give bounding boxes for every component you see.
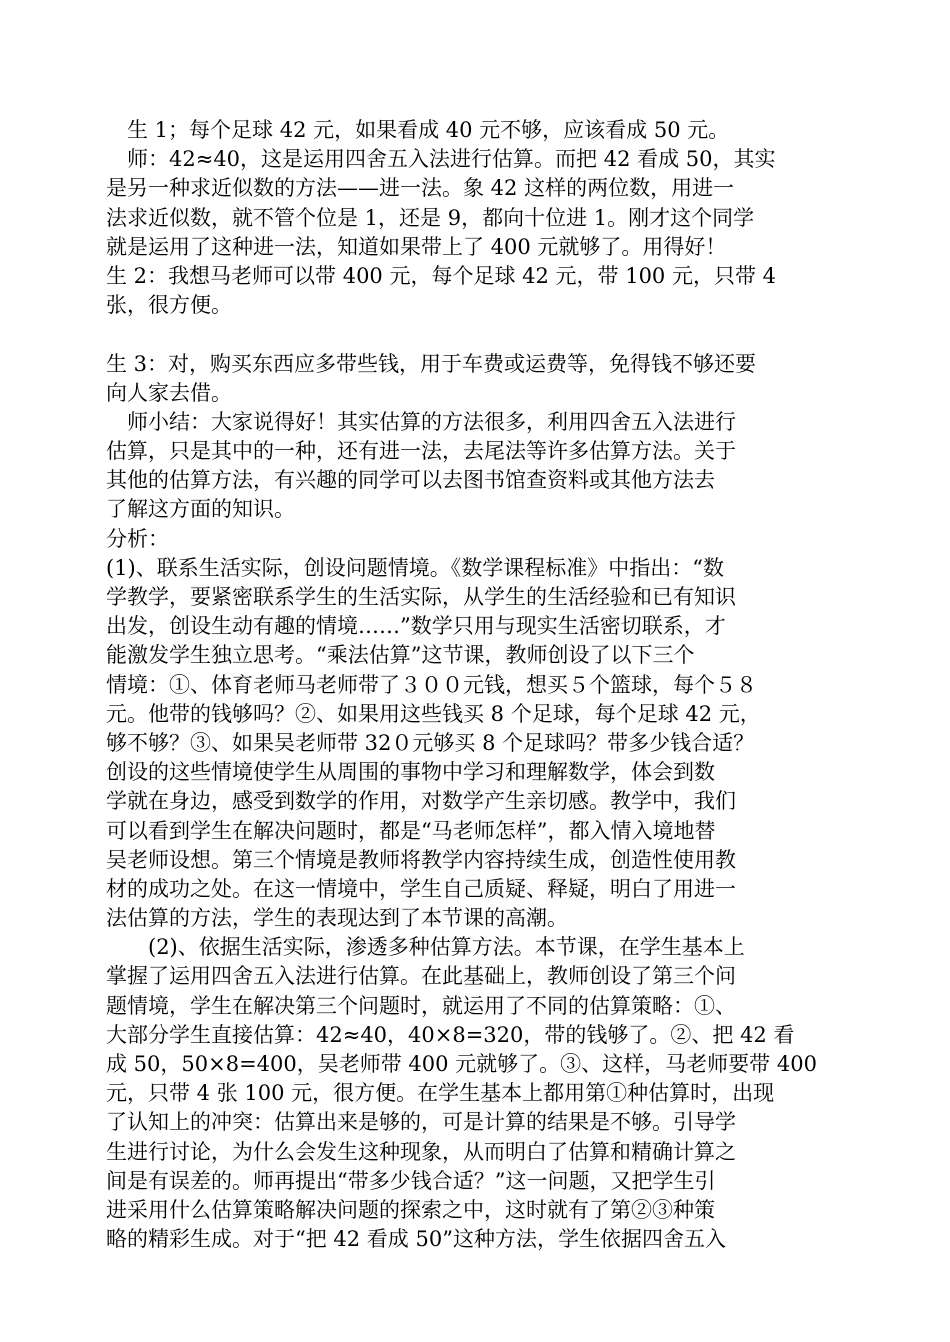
paragraph — [106, 525, 848, 554]
text-line: 创设的这些情境使学生从周围的事物中学习和理解数学，体会到数 — [106, 760, 715, 785]
text-line: 元。他带的钱够吗？②、如果用这些钱买 8 个足球，每个足球 42 元， — [106, 701, 761, 726]
text-line: 分析： — [106, 526, 169, 551]
text-line: 法估算的方法，学生的表现达到了本节课的高潮。 — [106, 906, 568, 931]
text-line: 学就在身边，感受到数学的作用，对数学产生亲切感。教学中，我们 — [106, 789, 736, 814]
text-line: 元，只带 4 张 100 元，很方便。在学生基本上都用第①种估算时，出现 — [106, 1081, 775, 1106]
text-line: 估算，只是其中的一种，还有进一法，去尾法等许多估算方法。关于 — [106, 439, 736, 464]
paragraph — [106, 933, 848, 1254]
paragraph — [106, 116, 848, 145]
text-line: 师小结：大家说得好！其实估算的方法很多，利用四舍五入法进行 — [106, 409, 736, 434]
text-line: 大部分学生直接估算：42≈40，40×8=320，带的钱够了。②、把 42 看 — [106, 1022, 795, 1047]
text-line: 就是运用了这种进一法，知道如果带上了 400 元就够了。用得好！ — [106, 234, 727, 259]
text-line: 了认知上的冲突：估算出来是够的，可是计算的结果是不够。引导学 — [106, 1110, 736, 1135]
paragraph — [106, 145, 848, 262]
text-line: 能激发学生独立思考。“乘法估算”这节课，教师创设了以下三个 — [106, 643, 695, 668]
paragraph — [106, 262, 848, 320]
paragraph — [106, 554, 848, 933]
blank-line — [106, 320, 848, 349]
text-line: 出发，创设生动有趣的情境……”数学只用与现实生活密切联系，才 — [106, 614, 726, 639]
paragraph — [106, 408, 848, 525]
text-line: 其他的估算方法，有兴趣的同学可以去图书馆查资料或其他方法去 — [106, 468, 715, 493]
text-line: 可以看到学生在解决问题时，都是“马老师怎样”，都入情入境地替 — [106, 818, 716, 843]
text-line: (2)、依据生活实际，渗透多种估算方法。本节课，在学生基本上 — [106, 935, 745, 960]
text-line: 略的精彩生成。对于“把 42 看成 50”这种方法，学生依据四舍五入 — [106, 1227, 726, 1252]
text-line: 学教学，要紧密联系学生的生活实际，从学生的生活经验和已有知识 — [106, 585, 736, 609]
text-line: 吴老师设想。第三个情境是教师将教学内容持续生成，创造性使用教 — [106, 847, 736, 872]
text-line: 题情境，学生在解决第三个问题时，就运用了不同的估算策略：①、 — [106, 993, 736, 1018]
text-line: 法求近似数，就不管个位是 1，还是 9，都向十位进 1。刚才这个同学 — [106, 205, 755, 230]
text-line: 进采用什么估算策略解决问题的探索之中，这时就有了第②③种策 — [106, 1197, 715, 1222]
text-line: 成 50，50×8=400，吴老师带 400 元就够了。③、这样，马老师要带 400 — [106, 1052, 817, 1076]
text-line: 够不够？③、如果吴老师带 32０元够买 8 个足球吗？带多少钱合适？ — [106, 730, 755, 755]
document-body — [106, 116, 848, 1254]
text-line: (1)、联系生活实际，创设问题情境。《数学课程标准》中指出：“数 — [106, 555, 724, 580]
text-line: 张，很方便。 — [106, 293, 232, 318]
text-line: 生进行讨论，为什么会发生这种现象，从而明白了估算和精确计算之 — [106, 1139, 736, 1164]
text-line: 生 2：我想马老师可以带 400 元，每个足球 42 元，带 100 元，只带 4 — [106, 263, 777, 288]
text-line: 了解这方面的知识。 — [106, 497, 295, 522]
text-line: 生 1；每个足球 42 元，如果看成 40 元不够，应该看成 50 元。 — [106, 118, 730, 142]
text-line: 是另一种求近似数的方法——进一法。象 42 这样的两位数，用进一 — [106, 176, 735, 201]
text-line: 情境：①、体育老师马老师带了３００元钱，想买５个篮球，每个５８ — [106, 672, 757, 697]
text-line: 材的成功之处。在这一情境中，学生自己质疑、释疑，明白了用进一 — [106, 876, 736, 901]
text-line: 生 3：对，购买东西应多带些钱，用于车费或运费等，免得钱不够还要 — [106, 351, 757, 376]
text-line: 向人家去借。 — [106, 380, 232, 405]
text-line: 掌握了运用四舍五入法进行估算。在此基础上，教师创设了第三个问 — [106, 964, 736, 989]
paragraph — [106, 350, 848, 408]
text-line: 师：42≈40，这是运用四舍五入法进行估算。而把 42 看成 50，其实 — [106, 147, 776, 172]
text-line: 间是有误差的。师再提出“带多少钱合适？”这一问题，又把学生引 — [106, 1168, 716, 1193]
